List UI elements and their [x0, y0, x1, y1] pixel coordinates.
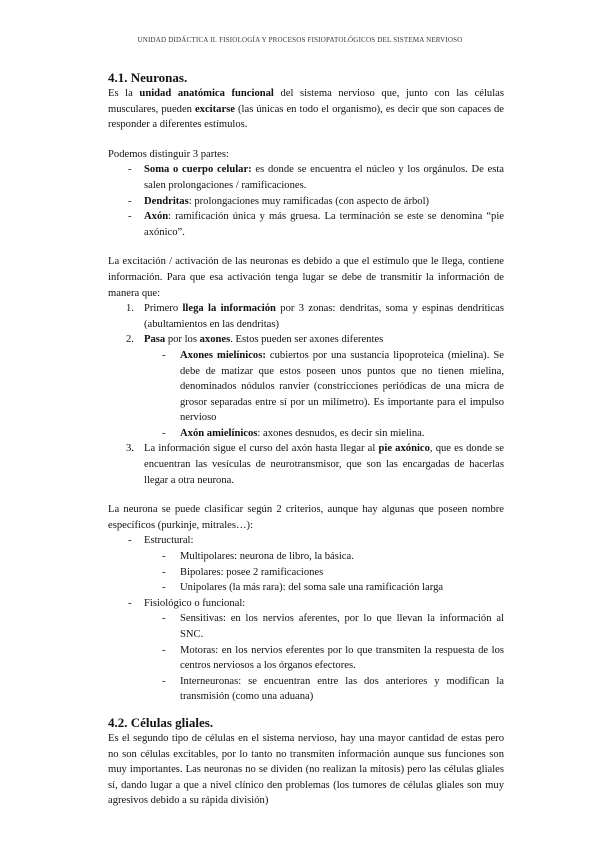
steps-list [108, 301, 504, 488]
list-item [108, 441, 504, 488]
bullet-mark: - [162, 613, 166, 625]
list-item [108, 162, 504, 193]
step-text: , que es donde se encuentran las vesículas de neurotransmisor, que son las encargadas de hacerlas llegar a otra neurona. [144, 443, 504, 486]
criterion-item: Interneuronas: se encuentran entre las dos anteriores y modifican la transmisión (como una aduana) [180, 675, 504, 703]
term-bold: Dendritas [144, 195, 189, 207]
list-item [108, 426, 504, 442]
criterion-item: Unipolares (la más rara): del soma sale una ramificación larga [180, 582, 444, 594]
parts-list [108, 162, 504, 240]
list-item [108, 209, 504, 240]
excitation-paragraph: La excitación / activación de las neuronas es debido a que el estímulo que le llega, contiene información. Para que esa activación tenga lugar se debe de transmitir la información de manera que: [108, 256, 504, 299]
step-text: . Estos pueden ser axones diferentes [230, 334, 384, 346]
step-text: por los [165, 334, 200, 346]
bullet-mark: - [162, 582, 166, 594]
bullet-mark: - [162, 675, 166, 687]
term-bold: Soma o cuerpo celular: [144, 164, 252, 176]
criterion-item: Sensitivas: en los nervios aferentes, por lo que llevan la información al SNC. [180, 613, 504, 640]
bullet-mark: - [162, 566, 166, 578]
list-item [108, 332, 504, 348]
section-title-celulas-gliales: 4.2. Células gliales. [108, 714, 214, 730]
term-desc: : prolongaciones muy ramificadas (con aspecto de árbol) [188, 195, 430, 207]
intro-text-c: del sistema nervioso que, junto con las células musculares, pueden [108, 88, 504, 115]
criterion-item: Bipolares: posee 2 ramificaciones [180, 566, 324, 578]
bullet-mark: - [128, 195, 132, 207]
bullet-mark: - [128, 164, 132, 176]
step-text: Primero [144, 303, 183, 315]
bullet-mark: - [162, 551, 166, 563]
step-text: La información sigue el curso del axón hasta llegar al [144, 443, 379, 455]
term-bold: Axones mielínicos: [180, 349, 266, 361]
number-mark: 2. [126, 334, 134, 346]
intro-text-d: (las únicas en todo el organismo), es decir que son capaces de responder a diferentes estímulos. [108, 103, 504, 131]
list-item [108, 611, 504, 642]
step-bold: pie axónico [378, 443, 430, 455]
bullet-mark: - [162, 349, 166, 361]
criterion-label: Fisiológico o funcional: [144, 597, 246, 609]
term-bold: Axón [144, 211, 169, 223]
bullet-mark: - [162, 644, 166, 656]
parts-lead: Podemos distinguir 3 partes: [108, 148, 229, 160]
neuronas-intro-paragraph [108, 86, 504, 133]
intro-text-a: Es la [108, 88, 140, 99]
bullet-mark: - [128, 597, 132, 609]
number-mark: 3. [126, 443, 134, 455]
list-item [108, 533, 504, 549]
list-item [108, 580, 504, 596]
criterion-item: Multipolares: neurona de libro, la básica. [180, 551, 354, 563]
list-item [108, 348, 504, 426]
bullet-mark: - [128, 211, 132, 223]
bullet-mark: - [128, 535, 132, 547]
term-desc: cubiertos por una sustancia lipoproteica (mielina). Se debe de matizar que estos poseen unos puntos que no tienen mielina, denominados nódulos ranvier (constricciones periódicas de una micra de grosor separadas entre sí por un milímetro). Es importante para el impulso nervioso [180, 349, 504, 424]
step-text: por 3 zonas: dendritas, soma y espinas dendríticas (abultamientos en las dendritas) [144, 303, 504, 330]
list-item [108, 565, 504, 581]
bullet-mark: - [162, 427, 166, 439]
step-bold: llega la información [182, 303, 276, 315]
criteria-list [108, 533, 504, 705]
step-bold: axones [199, 334, 231, 346]
term-desc: es donde se encuentra el núcleo y los orgánulos. De esta salen prolongaciones / ramificaciones. [144, 164, 504, 191]
term-desc: : axones desnudos, es decir sin mielina. [257, 427, 425, 439]
criterion-item: Motoras: en los nervios eferentes por lo que transmiten la respuesta de los centros nerviosos a los órganos efectores. [180, 644, 504, 672]
term-desc: : ramificación única y más gruesa. La terminación se este se denomina “pie axónico”. [144, 211, 504, 238]
intro-bold-excitarse: excitarse [194, 103, 235, 115]
page-content [108, 70, 504, 809]
term-bold: Axón amielínicos [180, 427, 258, 439]
step-bold: Pasa [144, 334, 166, 346]
list-item [108, 596, 504, 612]
running-header: UNIDAD DIDÁCTICA II. FISIOLOGÍA Y PROCESOS FISIOPATOLÓGICOS DEL SISTEMA NERVIOSO [137, 36, 463, 44]
intro-bold-unidad: unidad anatómica funcional [139, 88, 274, 99]
gliales-paragraph: Es el segundo tipo de células en el sistema nervioso, hay una mayor cantidad de estas pero no son células excitables, por lo tanto no transmiten información aunque sus funciones son muy importantes. Las neuronas no se dividen (no realizan la mitosis) pero las células gliales sí, dando lugar a que a nivel clínico den problemas (los tumores de células gliales son muy agresivos debido a su rápida división) [108, 732, 504, 807]
list-item [108, 674, 504, 705]
criterion-label: Estructural: [144, 535, 194, 547]
number-mark: 1. [126, 303, 134, 315]
list-item [108, 643, 504, 674]
classification-paragraph: La neurona se puede clasificar según 2 criterios, aunque hay algunas que poseen nombre específicos (purkinje, mitrales…): [108, 504, 504, 531]
list-item [108, 549, 504, 565]
list-item [108, 194, 504, 210]
section-title-neuronas: 4.1. Neuronas. [108, 70, 188, 85]
list-item [108, 301, 504, 332]
